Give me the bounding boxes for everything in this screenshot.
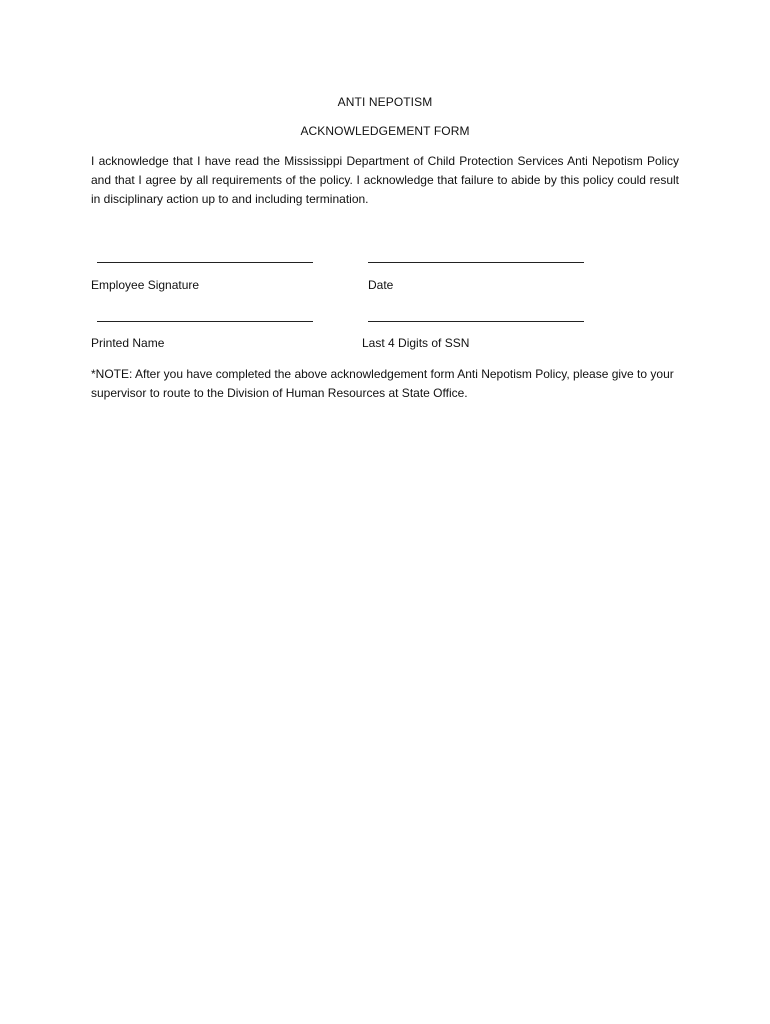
printed-name-label: Printed Name (91, 336, 165, 350)
employee-signature-label: Employee Signature (91, 278, 200, 292)
form-subtitle: ACKNOWLEDGEMENT FORM (300, 124, 470, 138)
date-label: Date (368, 278, 394, 292)
form-title: ANTI NEPOTISM (337, 95, 433, 109)
date-line[interactable] (368, 262, 584, 263)
employee-signature-line[interactable] (97, 262, 313, 263)
printed-name-line[interactable] (97, 321, 313, 322)
ssn-last4-line[interactable] (368, 321, 584, 322)
acknowledgement-statement: I acknowledge that I have read the Mississippi Department of Child Protection Services Anti Nepotism Policy and that I agree by all requirements of the policy. I acknowledge that failure to abide by this policy could result in disciplinary action up to and including termination. (91, 154, 679, 206)
ssn-last4-label: Last 4 Digits of SSN (362, 336, 470, 350)
instruction-note: *NOTE: After you have completed the above acknowledgement form Anti Nepotism Policy, please give to your supervisor to route to the Division of Human Resources at State Office. (91, 367, 674, 400)
